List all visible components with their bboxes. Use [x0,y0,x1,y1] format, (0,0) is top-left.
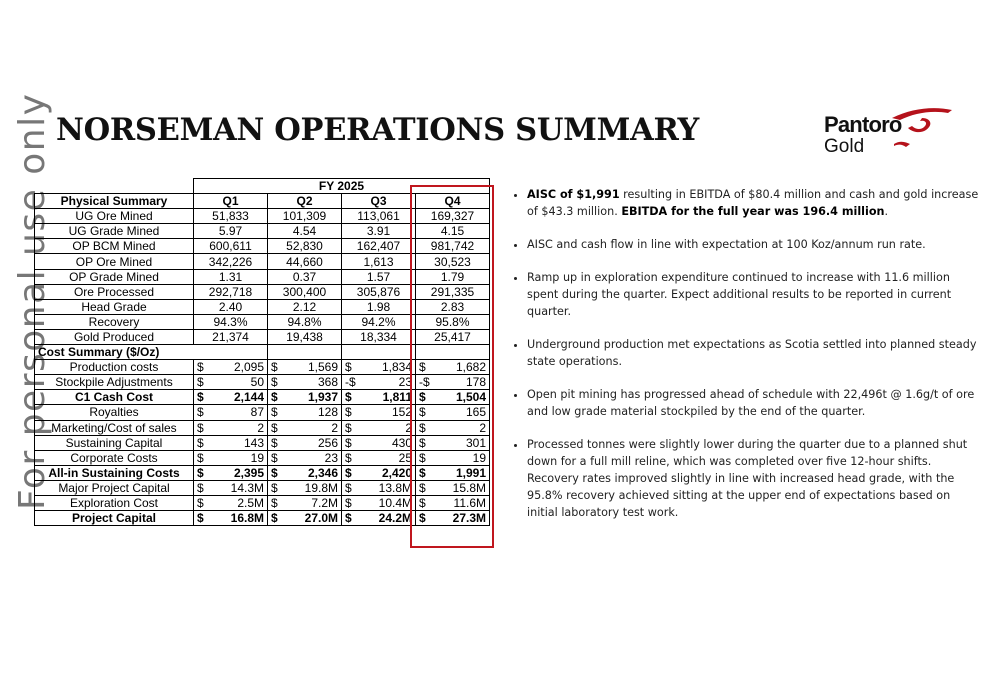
cell-value: 1,937 [307,390,338,405]
quarter-header: Q2 [268,194,342,209]
cell-value: 1,834 [381,360,412,375]
table-cell [416,495,490,510]
table-cell [342,375,416,390]
table-cell: 30,523 [416,254,490,269]
table-cell [268,435,342,450]
cell-value: 10.4M [378,496,412,511]
table-row [35,390,490,405]
currency-symbol: $ [345,465,352,480]
table-cell: 44,660 [268,254,342,269]
table-cell: 342,226 [194,254,268,269]
table-cell: 21,374 [194,329,268,344]
cell-value: 2.5M [237,496,264,511]
watermark: For personal use only [12,92,53,510]
currency-symbol: -$ [419,375,430,390]
table-cell: 1.31 [194,269,268,284]
currency-symbol: $ [197,405,204,420]
period-header: FY 2025 [194,179,490,194]
cell-value: 19.8M [304,480,338,495]
bullet-text: . [884,205,889,218]
currency-symbol: $ [345,511,352,526]
pantoro-gold-logo [822,104,957,160]
cell-value: 1,569 [307,360,338,375]
table-cell [342,450,416,465]
table-cell [342,420,416,435]
currency-symbol: $ [271,405,278,420]
row-label: UG Grade Mined [35,224,194,239]
table-cell: 2.40 [194,299,268,314]
table-cell: 291,335 [416,284,490,299]
cell-value: 2,346 [307,465,338,480]
table-row [35,420,490,435]
cell-value: 2,395 [233,465,264,480]
table-cell: 305,876 [342,284,416,299]
currency-symbol: $ [271,420,278,435]
cell-value: 11.6M [453,496,486,511]
row-label: Royalties [35,405,194,420]
cell-value: 430 [391,435,412,450]
cell-value: 2 [331,420,338,435]
cell-value: 2 [257,420,264,435]
bullet-text: Open pit mining has progressed ahead of schedule with 22,496t @ 1.6g/t of ore and low grade material stockpiled by the end of the quarter. [527,388,975,418]
table-cell: 25,417 [416,329,490,344]
currency-symbol: $ [271,360,278,375]
table-cell: 51,833 [194,209,268,224]
cell-value: 301 [465,435,486,450]
cell-value: 14.3M [230,480,264,495]
table-cell [268,511,342,526]
table-cell [342,511,416,526]
table-cell [342,390,416,405]
quarter-header: Q4 [416,194,490,209]
cell-value: 165 [465,405,486,420]
commentary-bullet [527,269,982,320]
currency-symbol: $ [197,390,204,405]
bullet-text: Processed tonnes were slightly lower during the quarter due to a planned shut down for a full mill reline, which was completed over five 12-hour shifts. Recovery rates improved slightly in line with increased head grade, with the 95.8% recovery achieved sitting at the upper end of expectations based on initial laboratory test work. [527,438,968,519]
cell-value: 25 [398,450,412,465]
bullet-text: Ramp up in exploration expenditure continued to increase with 11.6 million spent during the quarter. Expect additional results to be reported in current quarter. [527,271,952,318]
table-cell: 94.2% [342,314,416,329]
cell-value: 27.0M [304,511,338,526]
currency-symbol: $ [419,450,426,465]
table-cell [416,420,490,435]
table-cell [268,390,342,405]
table-cell: 94.8% [268,314,342,329]
currency-symbol: $ [345,420,352,435]
table-row [35,239,490,254]
table-corner-blank [35,179,194,194]
currency-symbol: $ [345,405,352,420]
cell-value: 23 [324,450,338,465]
currency-symbol: $ [271,480,278,495]
table-cell [342,405,416,420]
row-label: Exploration Cost [35,495,194,510]
logo-wordmark-line1: Pantoro [824,112,902,137]
bullet-emphasis: EBITDA for the full year was 196.4 million [621,205,885,218]
cell-value: 16.8M [230,511,264,526]
currency-symbol: $ [197,450,204,465]
table-cell [268,360,342,375]
row-label: C1 Cash Cost [35,390,194,405]
table-cell: 5.97 [194,224,268,239]
currency-symbol: $ [419,420,426,435]
table-cell [194,390,268,405]
table-cell [416,480,490,495]
page-title: NORSEMAN OPERATIONS SUMMARY [56,112,700,148]
currency-symbol: $ [345,360,352,375]
currency-symbol: $ [419,405,426,420]
table-cell [194,375,268,390]
table-row [35,314,490,329]
currency-symbol: $ [271,465,278,480]
cell-value: 152 [391,405,412,420]
table-cell-blank [342,345,416,360]
table-cell [194,360,268,375]
table-row [35,480,490,495]
currency-symbol: $ [271,496,278,511]
table-cell [194,495,268,510]
table-cell: 292,718 [194,284,268,299]
table-cell [342,495,416,510]
currency-symbol: $ [197,480,204,495]
table-cell: 52,830 [268,239,342,254]
currency-symbol: $ [419,435,426,450]
table-row [35,511,490,526]
table-row [35,435,490,450]
table-cell: 2.12 [268,299,342,314]
cost-summary-header: Cost Summary ($/Oz) [35,345,194,360]
table-cell [194,435,268,450]
table-cell: 1.98 [342,299,416,314]
table-row [35,284,490,299]
cell-value: 15.8M [452,480,486,495]
table-cell [268,465,342,480]
physical-summary-header: Physical Summary [35,194,194,209]
currency-symbol: $ [419,390,426,405]
cell-value: 2,144 [233,390,264,405]
table-cell: 600,611 [194,239,268,254]
currency-symbol: $ [197,496,204,511]
currency-symbol: $ [419,496,426,511]
table-cell [416,450,490,465]
cost-summary-header-row [35,345,490,360]
cell-value: 7.2M [311,496,338,511]
row-label: Project Capital [35,511,194,526]
table-cell [268,420,342,435]
table-row [35,495,490,510]
table-cell [342,435,416,450]
currency-symbol: $ [419,480,426,495]
cell-value: 50 [250,375,264,390]
table-cell: 18,334 [342,329,416,344]
row-label: UG Ore Mined [35,209,194,224]
table-header-row [35,179,490,194]
cell-value: 1,811 [382,390,412,405]
row-label: All-in Sustaining Costs [35,465,194,480]
operations-summary-table [34,178,490,526]
bullet-emphasis: AISC of $1,991 [527,188,620,201]
row-label: Ore Processed [35,284,194,299]
commentary-bullet [527,186,982,220]
currency-symbol: $ [345,390,352,405]
table-cell: 3.91 [342,224,416,239]
currency-symbol: $ [345,480,352,495]
table-cell [268,375,342,390]
bullet-text: Underground production met expectations as Scotia settled into planned steady state operations. [527,338,977,368]
cell-value: 19 [250,450,264,465]
table-cell [342,360,416,375]
bullet-text: AISC and cash flow in line with expectation at 100 Koz/annum run rate. [527,238,926,251]
currency-symbol: $ [345,496,352,511]
cell-value: 256 [317,435,338,450]
table-cell: 4.15 [416,224,490,239]
cell-value: 178 [465,375,486,390]
commentary-bullet [527,436,982,521]
table-row [35,405,490,420]
table-cell [268,405,342,420]
table-cell: 1,613 [342,254,416,269]
currency-symbol: $ [345,450,352,465]
table-cell [194,511,268,526]
currency-symbol: $ [271,511,278,526]
table-cell: 19,438 [268,329,342,344]
row-label: Production costs [35,360,194,375]
row-label: Marketing/Cost of sales [35,420,194,435]
currency-symbol: $ [345,435,352,450]
row-label: Sustaining Capital [35,435,194,450]
cell-value: 24.2M [378,511,412,526]
table-cell [416,511,490,526]
table-row [35,224,490,239]
row-label: Gold Produced [35,329,194,344]
row-label: OP Grade Mined [35,269,194,284]
currency-symbol: $ [197,465,204,480]
table-row [35,329,490,344]
currency-symbol: $ [419,511,426,526]
table-row [35,269,490,284]
currency-symbol: $ [419,465,426,480]
table-cell [194,480,268,495]
cell-value: 13.8M [378,480,412,495]
table-cell: 94.3% [194,314,268,329]
currency-symbol: $ [271,390,278,405]
table-cell [416,375,490,390]
row-label: Major Project Capital [35,480,194,495]
cell-value: 19 [472,450,486,465]
row-label: Stockpile Adjustments [35,375,194,390]
cell-value: 128 [317,405,338,420]
commentary-bullet [527,386,982,420]
table-cell: 95.8% [416,314,490,329]
quarter-header: Q3 [342,194,416,209]
table-cell: 981,742 [416,239,490,254]
row-label: OP Ore Mined [35,254,194,269]
cell-value: 2,095 [233,360,264,375]
table-cell [342,465,416,480]
table-cell [416,465,490,480]
table-cell: 2.83 [416,299,490,314]
table-cell [268,480,342,495]
cell-value: 27.3M [452,511,486,526]
logo-wordmark-line2: Gold [824,136,865,157]
table-cell: 4.54 [268,224,342,239]
table-cell [342,480,416,495]
table-cell [268,495,342,510]
row-label: OP BCM Mined [35,239,194,254]
commentary-bullet [527,236,982,253]
row-label: Recovery [35,314,194,329]
cell-value: 2,420 [381,465,412,480]
currency-symbol: $ [419,360,426,375]
table-cell [416,435,490,450]
commentary-bullet [527,336,982,370]
row-label: Head Grade [35,299,194,314]
table-cell [194,420,268,435]
currency-symbol: $ [197,511,204,526]
table-row [35,299,490,314]
currency-symbol: $ [271,450,278,465]
cell-value: 2 [405,420,412,435]
cell-value: 1,682 [455,360,486,375]
currency-symbol: $ [271,435,278,450]
commentary-list [510,186,982,537]
table-row [35,209,490,224]
table-cell [416,360,490,375]
table-row [35,375,490,390]
table-cell: 1.57 [342,269,416,284]
cell-value: 87 [250,405,264,420]
table-cell: 113,061 [342,209,416,224]
table-cell: 101,309 [268,209,342,224]
cell-value: 1,504 [455,390,486,405]
currency-symbol: $ [197,375,204,390]
table-row [35,254,490,269]
currency-symbol: $ [271,375,278,390]
cell-value: 1,991 [455,465,486,480]
table-cell: 169,327 [416,209,490,224]
cell-value: 143 [243,435,264,450]
table-cell-blank [416,345,490,360]
table-row [35,465,490,480]
bullet-text: resulting in EBITDA of $80.4 million and cash and gold increase of $43.3 million. [527,188,979,218]
currency-symbol: $ [197,420,204,435]
table-cell [194,450,268,465]
table-cell [416,390,490,405]
row-label: Corporate Costs [35,450,194,465]
table-cell: 300,400 [268,284,342,299]
currency-symbol: -$ [345,375,356,390]
currency-symbol: $ [197,360,204,375]
table-cell [194,465,268,480]
table-cell [416,405,490,420]
table-row [35,360,490,375]
cell-value: 23 [398,375,412,390]
table-cell-blank [268,345,342,360]
table-cell [268,450,342,465]
table-cell: 1.79 [416,269,490,284]
cell-value: 2 [479,420,486,435]
table-cell [194,405,268,420]
currency-symbol: $ [197,435,204,450]
table-cell: 0.37 [268,269,342,284]
quarter-header: Q1 [194,194,268,209]
table-cell: 162,407 [342,239,416,254]
cell-value: 368 [317,375,338,390]
table-row [35,450,490,465]
table-cell-blank [194,345,268,360]
quarter-header-row [35,194,490,209]
